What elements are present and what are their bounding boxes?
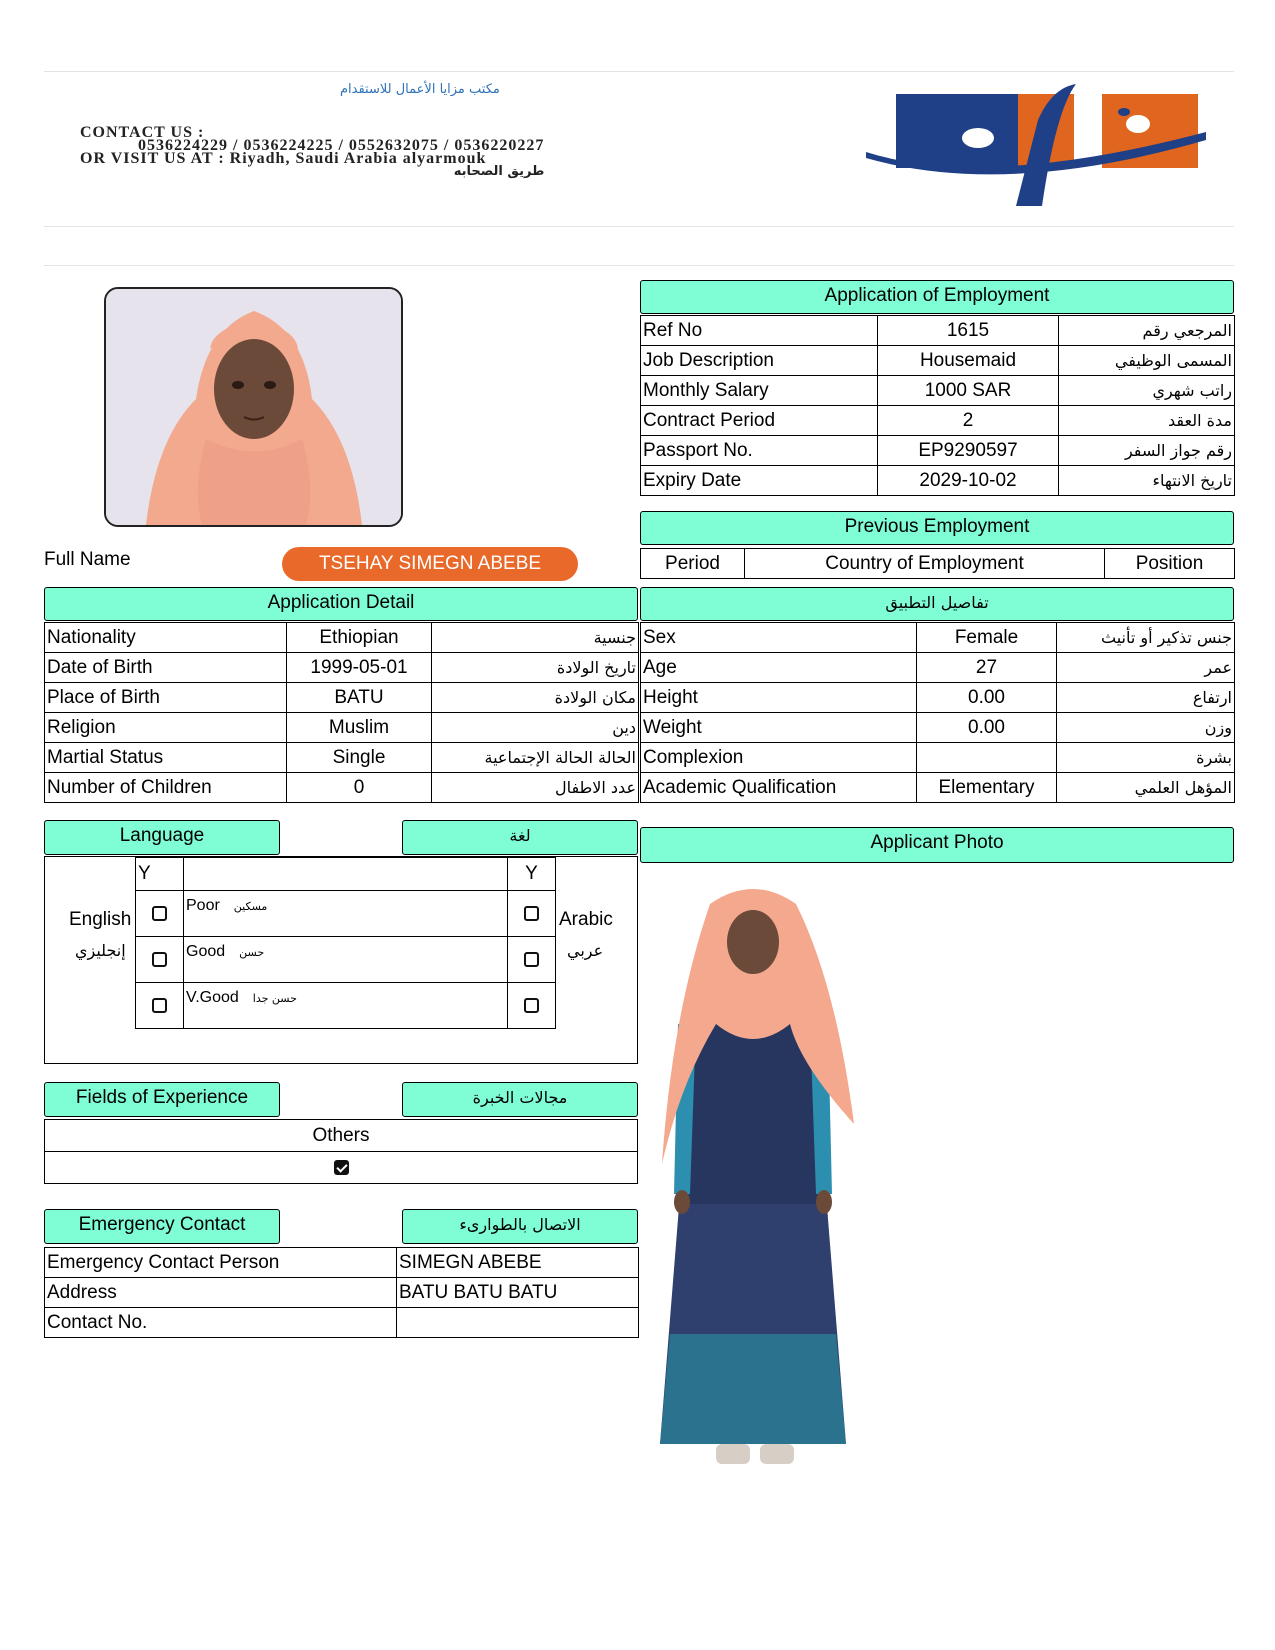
contact-phones: 0536224229 / 0536224225 / 0552632075 / 0536220227 xyxy=(138,137,545,154)
full-name-value: TSEHAY SIMEGN ABEBE xyxy=(282,547,578,581)
nationality-value: Ethiopian xyxy=(287,623,432,653)
level-vgood-label-ar: حسن جدا xyxy=(252,992,297,1005)
table-row xyxy=(45,1278,639,1308)
place-of-birth-label-ar: مكان الولادة xyxy=(432,683,639,713)
academic-qualification-label: Academic Qualification xyxy=(641,773,917,803)
table-row xyxy=(45,743,639,773)
complexion-label-ar: بشرة xyxy=(1057,743,1235,773)
arabic-poor-checkbox[interactable] xyxy=(524,906,539,921)
full-name-label: Full Name xyxy=(44,549,131,570)
marital-status-label: Martial Status xyxy=(45,743,287,773)
contact-label: CONTACT US : xyxy=(80,124,205,141)
table-row xyxy=(641,316,1235,346)
marital-status-value: Single xyxy=(287,743,432,773)
religion-label-ar: دين xyxy=(432,713,639,743)
number-of-children-label-ar: عدد الاطفال xyxy=(432,773,639,803)
language-level-header xyxy=(184,858,508,891)
contact-visit: OR VISIT US AT : Riyadh, Saudi Arabia alyarmouk xyxy=(80,150,487,167)
table-row xyxy=(641,549,1235,579)
address-label: Address xyxy=(45,1278,397,1308)
application-detail-header: Application Detail xyxy=(44,587,638,621)
table-row xyxy=(45,1248,639,1278)
previous-employment-table xyxy=(640,548,1235,579)
job-description-value: Housemaid xyxy=(878,346,1059,376)
employment-header: Application of Employment xyxy=(640,280,1234,314)
religion-label: Religion xyxy=(45,713,287,743)
applicant-headshot xyxy=(104,287,403,527)
table-row xyxy=(136,891,556,937)
weight-value: 0.00 xyxy=(917,713,1057,743)
contact-no-value xyxy=(397,1308,639,1338)
table-row xyxy=(641,713,1235,743)
table-row xyxy=(641,623,1235,653)
level-vgood-label: V.Good xyxy=(186,989,239,1006)
table-row xyxy=(136,858,556,891)
arabic-label: Arabic xyxy=(559,909,613,930)
address-value: BATU BATU BATU xyxy=(397,1278,639,1308)
emergency-person-label: Emergency Contact Person xyxy=(45,1248,397,1278)
level-good-label-ar: حسن xyxy=(239,946,265,959)
table-row xyxy=(45,1308,639,1338)
employment-table xyxy=(640,315,1235,496)
emergency-table xyxy=(44,1247,639,1338)
emergency-header: Emergency Contact xyxy=(44,1209,280,1244)
experience-header: Fields of Experience xyxy=(44,1082,280,1117)
height-label: Height xyxy=(641,683,917,713)
language-header-ar: لغة xyxy=(402,820,638,855)
application-detail-right-table xyxy=(640,622,1235,803)
applicant-full-photo xyxy=(640,864,866,1486)
applicant-photo-header: Applicant Photo xyxy=(640,827,1234,863)
table-row xyxy=(641,406,1235,436)
experience-table xyxy=(44,1119,638,1184)
language-header: Language xyxy=(44,820,280,855)
nationality-label: Nationality xyxy=(45,623,287,653)
monthly-salary-value: 1000 SAR xyxy=(878,376,1059,406)
table-row xyxy=(136,937,556,983)
monthly-salary-label: Monthly Salary xyxy=(641,376,878,406)
weight-label: Weight xyxy=(641,713,917,743)
expiry-date-label: Expiry Date xyxy=(641,466,878,496)
monthly-salary-label-ar: راتب شهري xyxy=(1059,376,1235,406)
table-row xyxy=(641,773,1235,803)
weight-label-ar: وزن xyxy=(1057,713,1235,743)
table-row xyxy=(641,346,1235,376)
number-of-children-value: 0 xyxy=(287,773,432,803)
contact-street-ar: طريق الصحابه xyxy=(453,164,545,179)
english-vgood-checkbox[interactable] xyxy=(152,998,167,1013)
passport-no-value: EP9290597 xyxy=(878,436,1059,466)
application-detail-header-ar: تفاصيل التطبيق xyxy=(640,587,1234,621)
level-good xyxy=(184,937,508,983)
academic-qualification-value: Elementary xyxy=(917,773,1057,803)
contact-no-label: Contact No. xyxy=(45,1308,397,1338)
ref-no-label: Ref No xyxy=(641,316,878,346)
religion-value: Muslim xyxy=(287,713,432,743)
arabic-y-header: Y xyxy=(508,858,556,891)
marital-status-label-ar: الحالة الحالة الإجتماعية xyxy=(432,743,639,773)
table-row xyxy=(45,1152,638,1184)
level-vgood xyxy=(184,983,508,1029)
application-detail-left-table xyxy=(44,622,639,803)
passport-no-label-ar: رقم جواز السفر xyxy=(1059,436,1235,466)
contact-block xyxy=(80,126,544,178)
arabic-vgood-checkbox[interactable] xyxy=(524,998,539,1013)
english-poor-checkbox[interactable] xyxy=(152,906,167,921)
contract-period-label-ar: مدة العقد xyxy=(1059,406,1235,436)
language-box xyxy=(44,856,638,1064)
header-divider-2 xyxy=(44,265,1234,266)
academic-qualification-label-ar: المؤهل العلمي xyxy=(1057,773,1235,803)
table-row xyxy=(641,466,1235,496)
english-label: English xyxy=(69,909,132,930)
table-row xyxy=(45,713,639,743)
header-divider xyxy=(44,226,1234,227)
complexion-value xyxy=(917,743,1057,773)
contract-period-label: Contract Period xyxy=(641,406,878,436)
nationality-label-ar: جنسية xyxy=(432,623,639,653)
english-label-ar: إنجليزي xyxy=(75,941,126,960)
column-country: Country of Employment xyxy=(745,549,1105,579)
top-divider xyxy=(44,71,1234,72)
place-of-birth-value: BATU xyxy=(287,683,432,713)
expiry-date-value: 2029-10-02 xyxy=(878,466,1059,496)
contract-period-value: 2 xyxy=(878,406,1059,436)
expiry-date-label-ar: تاريخ الانتهاء xyxy=(1059,466,1235,496)
height-label-ar: ارتفاع xyxy=(1057,683,1235,713)
table-row xyxy=(45,773,639,803)
age-label: Age xyxy=(641,653,917,683)
office-name-ar: مكتب مزايا الأعمال للاستقدام xyxy=(340,82,500,97)
sex-label: Sex xyxy=(641,623,917,653)
column-position: Position xyxy=(1105,549,1235,579)
sex-value: Female xyxy=(917,623,1057,653)
level-poor-label: Poor xyxy=(186,897,220,914)
level-poor-label-ar: مسكين xyxy=(233,900,268,913)
table-row xyxy=(45,653,639,683)
table-row xyxy=(136,983,556,1029)
table-row xyxy=(641,683,1235,713)
age-label-ar: عمر xyxy=(1057,653,1235,683)
age-value: 27 xyxy=(917,653,1057,683)
job-description-label: Job Description xyxy=(641,346,878,376)
arabic-label-ar: عربي xyxy=(567,941,604,960)
language-table xyxy=(135,857,556,1029)
experience-others-checkbox[interactable] xyxy=(334,1160,349,1175)
column-period: Period xyxy=(641,549,745,579)
level-poor xyxy=(184,891,508,937)
emergency-header-ar: الاتصال بالطوارىء xyxy=(402,1209,638,1244)
sex-label-ar: جنس تذكير أو تأنيث xyxy=(1057,623,1235,653)
english-good-checkbox[interactable] xyxy=(152,952,167,967)
table-row xyxy=(641,743,1235,773)
height-value: 0.00 xyxy=(917,683,1057,713)
table-row xyxy=(641,436,1235,466)
job-description-label-ar: المسمى الوظيفي xyxy=(1059,346,1235,376)
table-row xyxy=(45,1120,638,1152)
table-row xyxy=(45,623,639,653)
experience-field-others: Others xyxy=(45,1120,638,1152)
ref-no-value: 1615 xyxy=(878,316,1059,346)
ref-no-label-ar: المرجعي رقم xyxy=(1059,316,1235,346)
previous-employment-header: Previous Employment xyxy=(640,511,1234,545)
experience-header-ar: مجالات الخبرة xyxy=(402,1082,638,1117)
date-of-birth-label-ar: تاريخ الولادة xyxy=(432,653,639,683)
company-logo xyxy=(866,80,1218,220)
number-of-children-label: Number of Children xyxy=(45,773,287,803)
emergency-person-value: SIMEGN ABEBE xyxy=(397,1248,639,1278)
table-row xyxy=(641,376,1235,406)
date-of-birth-value: 1999-05-01 xyxy=(287,653,432,683)
passport-no-label: Passport No. xyxy=(641,436,878,466)
complexion-label: Complexion xyxy=(641,743,917,773)
english-y-header: Y xyxy=(136,858,184,891)
level-good-label: Good xyxy=(186,943,226,960)
date-of-birth-label: Date of Birth xyxy=(45,653,287,683)
table-row xyxy=(45,683,639,713)
table-row xyxy=(641,653,1235,683)
arabic-good-checkbox[interactable] xyxy=(524,952,539,967)
place-of-birth-label: Place of Birth xyxy=(45,683,287,713)
